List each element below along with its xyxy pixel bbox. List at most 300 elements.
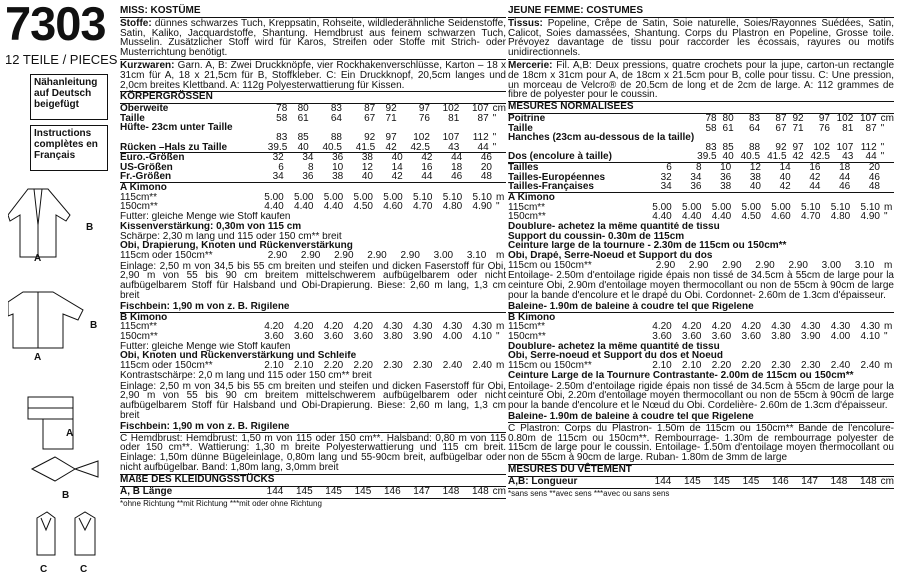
cell-value: 3.60	[652, 331, 672, 343]
cell-unit: cm	[492, 103, 506, 115]
cell-value: 4.40	[264, 201, 284, 213]
cell-value: 5.00	[264, 191, 284, 203]
french-b-contrast-sash: Ceinture Large de la Tournure Contrastante- 2.00m de 115cm ou 150cm**	[508, 370, 854, 381]
cell-value: 87	[364, 103, 376, 115]
cell-value: 2.90	[334, 250, 354, 262]
cell-value: 2.90	[755, 259, 775, 271]
cell-value: 2.10	[652, 360, 672, 372]
cell-value: 46	[451, 171, 463, 183]
cell-value: 6	[278, 161, 284, 173]
cell-value: 4.90	[860, 211, 880, 223]
cell-value: 5.00	[682, 201, 702, 213]
cell-value: 4.20	[682, 321, 702, 333]
cell-value: 64	[330, 112, 342, 124]
french-footnote: *sans sens **avec sens ***avec ou sans sens	[508, 488, 894, 499]
cell-value: 5.00	[294, 191, 314, 203]
cell-unit: m	[496, 250, 505, 262]
table-row	[508, 361, 894, 371]
cell-value: 8	[307, 161, 314, 173]
german-b-contrast-sash: Kontrastschärpe: 2,0 m lang und 115 oder 150 cm** breit	[120, 370, 372, 381]
cell-unit	[496, 172, 506, 182]
cell-value: 36	[720, 171, 732, 183]
cell-value: 36	[690, 181, 702, 193]
german-b-yardage	[120, 322, 506, 341]
french-a-yardage	[508, 203, 894, 222]
cell-value: 2.30	[801, 360, 821, 372]
cell-value: 3.60	[323, 331, 344, 343]
cell-unit: "	[492, 141, 497, 153]
cell-unit: "	[880, 151, 885, 163]
cell-value: 61	[722, 122, 734, 134]
cell-value: 5.00	[741, 201, 761, 213]
french-a-sash: Ceinture large de la tournure - 2.30m de 115cm ou 150cm**	[508, 241, 787, 252]
cell-value: 83	[330, 103, 342, 115]
cell-value: 112	[860, 141, 877, 153]
cell-value: 42.5	[810, 151, 830, 163]
cell-value: 78	[705, 112, 717, 124]
cell-value: 145	[325, 485, 342, 497]
row-label: Hanches (23cm au-dessous de la taille)	[508, 132, 695, 144]
cell-value: 4.40	[294, 201, 314, 213]
cell-value: 146	[383, 485, 401, 497]
cell-value: 2.40	[442, 360, 463, 372]
cell-value: 44	[865, 151, 877, 163]
cell-value: 44	[477, 141, 489, 153]
cell-value: 80	[722, 112, 734, 124]
cell-unit: m	[496, 321, 505, 333]
table-row	[120, 361, 506, 371]
german-a-obi-row	[120, 251, 506, 261]
cell-unit	[884, 163, 894, 173]
row-label: 115cm**	[508, 201, 546, 213]
cell-value: 97	[792, 141, 804, 153]
cell-value: 2.90	[300, 250, 321, 262]
cell-value: 92	[364, 131, 376, 143]
cell-value: 32	[660, 171, 672, 183]
cell-value: 14	[779, 161, 791, 173]
cell-value: 41.5	[355, 141, 376, 153]
cell-value: 147	[801, 475, 818, 487]
french-body-measurements	[508, 114, 894, 162]
french-b-yardage	[508, 322, 894, 341]
cell-value: 144	[654, 475, 672, 487]
cell-value: 38	[720, 181, 732, 193]
cell-value: 18	[451, 161, 463, 173]
cell-value: 10	[720, 161, 732, 173]
cell-value: 34	[272, 171, 284, 183]
cell-value: 5.00	[652, 201, 672, 213]
cell-value: 88	[330, 131, 342, 143]
cell-value: 4.30	[383, 321, 403, 333]
cell-value: 16	[809, 161, 821, 173]
cell-value: 148	[442, 485, 460, 497]
table-row	[508, 477, 894, 487]
cell-value: 4.70	[413, 201, 433, 213]
cell-value: 148	[830, 475, 848, 487]
kimono-b-front-illustration	[8, 185, 78, 260]
cell-value: 4.40	[323, 201, 344, 213]
figure-label: C	[40, 564, 48, 575]
cell-value: 4.30	[830, 321, 851, 333]
german-a-sash: Schärpe: 2,30 m lang und 115 oder 150 cm** breit	[120, 231, 342, 242]
cell-value: 107	[836, 141, 854, 153]
cell-value: 4.00	[442, 331, 463, 343]
cell-value: 46	[868, 171, 880, 183]
cell-value: 34	[690, 171, 702, 183]
cell-unit: m	[884, 259, 893, 271]
row-label: A,B: Longueur	[508, 475, 578, 487]
cell-value: 81	[842, 122, 854, 134]
cell-value: 2.90	[722, 259, 742, 271]
french-column	[508, 6, 894, 572]
figure-label: B	[90, 320, 98, 331]
cell-value: 40	[297, 141, 309, 153]
table-row	[508, 114, 894, 124]
table-row	[120, 251, 506, 261]
cell-value: 20	[868, 161, 880, 173]
cell-value: 144	[266, 485, 284, 497]
cell-value: 4.80	[830, 211, 851, 223]
cell-value: 102	[836, 112, 854, 124]
cell-value: 107	[471, 103, 489, 115]
cell-value: 44	[809, 181, 821, 193]
cell-unit: "	[884, 331, 888, 343]
cell-value: 5.00	[383, 191, 403, 203]
cell-unit: m	[496, 191, 505, 203]
row-label: Tailles	[508, 161, 539, 173]
cell-value: 2.40	[830, 360, 851, 372]
french-a-obi-row	[508, 261, 894, 271]
cell-value: 102	[413, 131, 430, 143]
cell-unit: "	[492, 131, 497, 143]
row-label: Oberweite	[120, 103, 169, 115]
shirt-front-illustration	[35, 510, 105, 560]
cell-value: 4.30	[771, 321, 791, 333]
cell-value: 42.5	[410, 141, 430, 153]
cell-value: 38	[332, 171, 344, 183]
row-label: Taille	[508, 122, 533, 134]
cell-value: 148	[859, 475, 877, 487]
french-a-interfacing: Entoilage- 2.50m d'entoilage rigide épais non tissé de 34.5cm à 55cm de large pour la ceinture Obi, 2.90m d'entoilage moyen thermocollant ou non de 55cm à 90cm de large pour la bande d'encolure et le drapé du Obi. Cordonnet- 2.60m de 1.3cm d'épaisseur.	[508, 270, 894, 302]
french-b-lining: Doublure- achetez la même quantité de tissu	[508, 341, 720, 352]
row-label: Taille	[120, 112, 145, 124]
cell-value: 4.50	[353, 201, 373, 213]
cell-value: 112	[472, 131, 489, 143]
cell-value: 42	[792, 151, 804, 163]
cell-value: 40	[779, 171, 791, 183]
cell-value: 147	[413, 485, 430, 497]
french-title: JEUNE FEMME: COSTUMES	[508, 6, 894, 18]
table-row	[120, 202, 506, 212]
cell-value: 67	[364, 112, 376, 124]
cell-value: 2.90	[267, 250, 288, 262]
cell-value: 3.60	[353, 331, 373, 343]
cell-value: 4.30	[801, 321, 821, 333]
cell-value: 6	[666, 161, 672, 173]
french-a-obi-title: Obi, Drapé, Serre-Noeud et Support du dos	[508, 251, 713, 261]
cell-value: 81	[448, 112, 460, 124]
row-label: Fr.-Größen	[120, 171, 172, 183]
cell-value: 40.5	[322, 141, 342, 153]
cell-value: 3.60	[741, 331, 761, 343]
cell-value: 2.30	[413, 360, 433, 372]
cell-value: 4.60	[383, 201, 403, 213]
row-label: 115cm oder 150cm**	[120, 360, 213, 372]
row-label: 115cm ou 150cm**	[508, 259, 592, 271]
cell-value: 32	[272, 152, 284, 164]
cell-value: 3.80	[383, 331, 403, 343]
cell-value: 43	[842, 151, 854, 163]
cell-value: 39.5	[697, 151, 717, 163]
cell-value: 3.00	[433, 250, 454, 262]
cell-value: 107	[859, 112, 877, 124]
cell-value: 12	[361, 161, 373, 173]
german-a-obi-title: Obi, Drapierung, Knoten und Rückenverstärkung	[120, 241, 353, 252]
row-label: Tailles-Européennes	[508, 171, 606, 183]
cell-value: 5.10	[860, 201, 880, 213]
cell-value: 42	[421, 152, 433, 164]
cell-value: 145	[742, 475, 760, 487]
cell-value: 42	[779, 181, 791, 193]
french-notions: Mercerie: Fil. A,B: Deux pressions, quatre crochets pour la jupe, carton-un rectangle de 18cm x 31cm pour A, de 18cm x 21.5cm pour B, colle pour tissu. C: Une pression, un morceau de Velcro® de 20.5cm de long et de 2cm de large. A: 112 grammes de fibre de polyester pour le coussin.	[508, 59, 894, 101]
cell-value: 71	[385, 112, 397, 124]
cell-value: 43	[448, 141, 460, 153]
cell-value: 20	[480, 161, 492, 173]
french-a-boning: Baleine- 1.90m de baleine à coudre tel que Rigelene	[508, 301, 754, 312]
cell-value: 2.30	[771, 360, 791, 372]
row-label: 115cm**	[120, 321, 158, 333]
cell-value: 92	[385, 103, 397, 115]
row-label: A, B Länge	[120, 485, 173, 497]
french-finished-title: MESURES DU VÊTEMENT	[508, 464, 894, 477]
cell-value: 5.00	[711, 201, 732, 213]
cell-value: 40	[749, 181, 761, 193]
cell-value: 12	[749, 161, 761, 173]
cell-value: 67	[775, 122, 787, 134]
cell-value: 97	[385, 131, 397, 143]
german-title: MISS: KOSTÜME	[120, 6, 506, 18]
row-label: Rücken –Hals zu Taille	[120, 141, 228, 153]
cell-value: 107	[442, 131, 460, 143]
cell-value: 85	[297, 131, 309, 143]
cell-unit: "	[880, 141, 885, 153]
cell-value: 4.30	[472, 321, 492, 333]
cell-value: 46	[839, 181, 851, 193]
cell-value: 41.5	[767, 151, 787, 163]
german-b-title: B Kimono	[120, 312, 506, 323]
cell-value: 5.10	[442, 191, 463, 203]
cell-unit	[884, 173, 894, 183]
cell-value: 87	[477, 112, 489, 124]
cell-value: 40	[391, 152, 403, 164]
kimono-back-illustration	[8, 290, 88, 350]
row-label: 115cm oder 150cm**	[120, 250, 213, 262]
cell-value: 4.50	[741, 211, 761, 223]
german-instructions-box: Nähanleitung auf Deutsch beigefügt	[30, 74, 108, 120]
cell-value: 4.20	[264, 321, 284, 333]
german-finished-title: MAßE DES KLEIDUNGSSTÜCKS	[120, 474, 506, 487]
cell-value: 85	[722, 141, 734, 153]
cell-value: 102	[813, 141, 830, 153]
cell-value: 2.90	[367, 250, 387, 262]
cell-value: 83	[748, 112, 761, 124]
cell-value: 4.20	[353, 321, 373, 333]
french-b-obi-title: Obi, Serre-noeud et Support du dos et Noeud	[508, 351, 724, 362]
cell-value: 92	[775, 141, 787, 153]
cell-value: 5.10	[830, 201, 851, 213]
german-a-lining: Futter: gleiche Menge wie Stoff kaufen	[120, 211, 291, 222]
cell-value: 3.80	[771, 331, 791, 343]
french-c-text: C Plastron: Corps du Plastron- 1.50m de 115cm ou 150cm** Bande de l'encolure- 0.80m de 115cm ou 150cm**. Rembourrage- 1.30m de rembourrage polyester de 115cm de large pour le coussin. Entoilage- 1.50m d'entoilage moyen thermocollant ou non de 55cm à 90cm de large. Ruban- 1.80m de 3mm de large	[508, 422, 894, 464]
cell-value: 2.30	[383, 360, 403, 372]
table-row	[508, 212, 894, 222]
cell-value: 38	[749, 171, 761, 183]
figure-label: C	[80, 564, 88, 575]
cell-value: 2.20	[741, 360, 761, 372]
cell-value: 2.40	[860, 360, 880, 372]
cell-value: 87	[775, 112, 787, 124]
cell-unit: cm	[492, 485, 506, 497]
cell-value: 2.20	[711, 360, 732, 372]
cell-value: 10	[332, 161, 344, 173]
cell-unit: "	[492, 112, 497, 124]
cell-value: 39.5	[267, 141, 288, 153]
cell-value: 3.60	[264, 331, 284, 343]
cell-value: 42	[385, 141, 397, 153]
cell-value: 3.10	[466, 250, 487, 262]
cell-unit: "	[884, 211, 888, 223]
cell-value: 48	[868, 181, 880, 193]
french-b-boning: Baleine- 1.90m de baleine à coudre tel que Rigelene	[508, 412, 754, 422]
french-b-interfacing: Entoilage- 2.50m d'entoilage rigide épais non tissé de 34.5cm à 55cm de large pour la ceinture Obi, 2.20m d'entoilage moyen thermocollant ou non de 55cm à 90cm de large pour la bande d'encolure et le Nœud du Obi. Cordelière- 2.60m de 1.3cm d'épaisseur.	[508, 380, 894, 412]
figure-label: A	[34, 253, 42, 264]
cell-value: 4.30	[860, 321, 880, 333]
french-instructions-box: Instructions complètes en Français	[30, 125, 108, 171]
german-finished-row	[120, 487, 506, 497]
cell-value: 5.10	[413, 191, 433, 203]
cell-value: 42	[809, 171, 821, 183]
cell-value: 14	[391, 161, 403, 173]
german-a-title: A Kimono	[120, 182, 506, 193]
cell-value: 48	[480, 171, 492, 183]
cell-value: 4.20	[323, 321, 344, 333]
cell-value: 2.90	[688, 259, 709, 271]
table-row	[120, 332, 506, 342]
cell-value: 4.40	[652, 211, 672, 223]
cell-value: 2.90	[788, 259, 808, 271]
cell-value: 40	[722, 151, 734, 163]
table-row	[508, 332, 894, 342]
german-b-obi-title: Obi, Knoten und Rückenverstärkung und Schleife	[120, 351, 357, 362]
cell-value: 4.80	[442, 201, 463, 213]
cell-value: 4.90	[472, 201, 492, 213]
german-a-interfacing: Einlage: 2,50 m von 34,5 bis 55 cm breiten und steifen und dicken Faserstoff für Obi, 2,90 m von 55 bis 90 cm breitem mittelschwerem aufbügelbarem oder nicht aufbügelbarem Stoff für Halsband und Obi-Drapierung. Biese: 2,60 m lang, 1,3 cm breit	[120, 260, 506, 302]
cell-unit: "	[496, 331, 500, 343]
table-row	[508, 261, 894, 271]
cell-unit: m	[496, 360, 505, 372]
obi-illustration	[18, 395, 98, 455]
row-label: US-Größen	[120, 161, 173, 173]
table-row	[508, 152, 894, 162]
german-footnote: *ohne Richtung **mit Richtung ***mit oder ohne Richtung	[120, 498, 506, 509]
cell-value: 145	[354, 485, 372, 497]
german-c-text: C Hemdbrust: Hemdbrust: 1,50 m von 115 oder 150 cm**. Halsband: 0,80 m von 115 oder 150 cm**. Wattierung: 1,30 m breite Polyesterwattierung und 115 cm breit. Einlage: 1,50m dünne Bügeleinlage, 0,80m lang und 55-90cm breit, aufbügelbar oder nicht aufbügelbar. Band: 1,80m lang, 3,0mm breit	[120, 432, 506, 474]
table-row	[508, 182, 894, 192]
cell-value: 3.90	[801, 331, 821, 343]
german-b-lining: Futter: gleiche Menge wie Stoff kaufen	[120, 341, 291, 352]
cell-value: 2.10	[294, 360, 314, 372]
cell-value: 3.00	[821, 259, 842, 271]
cell-value: 5.10	[801, 201, 821, 213]
cell-value: 2.90	[655, 259, 676, 271]
cell-value: 40.5	[740, 151, 761, 163]
cell-value: 2.20	[323, 360, 344, 372]
cell-unit: cm	[880, 112, 894, 124]
cell-value: 4.20	[711, 321, 732, 333]
row-label: Tailles-Françaises	[508, 181, 594, 193]
cell-value: 5.10	[472, 191, 492, 203]
cell-value: 38	[361, 152, 373, 164]
cell-value: 97	[418, 103, 430, 115]
cell-value: 5.00	[353, 191, 373, 203]
cell-value: 4.40	[711, 211, 732, 223]
cell-value: 80	[297, 103, 309, 115]
german-body-title: KÖRPERGRÖSSEN	[120, 91, 506, 104]
cell-value: 44	[839, 171, 851, 183]
cell-value: 3.60	[711, 331, 732, 343]
row-label: Hüfte- 23cm unter Taille	[120, 122, 233, 134]
figure-label: B	[62, 490, 70, 501]
cell-unit: "	[496, 201, 500, 213]
cell-value: 4.20	[741, 321, 761, 333]
figure-label: A	[66, 428, 74, 439]
cell-value: 2.10	[682, 360, 702, 372]
cell-value: 64	[748, 122, 761, 134]
bow-illustration	[30, 455, 100, 483]
cell-value: 61	[297, 112, 309, 124]
cell-value: 71	[792, 122, 804, 134]
german-a-yardage	[120, 193, 506, 212]
cell-value: 2.10	[264, 360, 284, 372]
cell-value: 58	[276, 112, 288, 124]
cell-value: 145	[713, 475, 730, 487]
german-body-measurements	[120, 104, 506, 152]
cell-unit	[496, 153, 506, 163]
german-size-table	[120, 152, 506, 182]
cell-value: 3.60	[294, 331, 314, 343]
german-fabrics: Stoffe: dünnes schwarzes Tuch, Kreppsatin, Rohseite, wildlederähnliche Seidenstoffe, Satin, Kaliko, Jacquardstoffe, Shantung. Hemdbrust aus feinem schwarzen Tuch, Musselin. Zusätzlicher Stoff wird für Karos, Streifen oder Stoffe mit Strich- oder Musterrichtung benötigt.	[120, 17, 506, 59]
cell-value: 76	[818, 122, 830, 134]
cell-value: 4.60	[771, 211, 791, 223]
cell-value: 44	[451, 152, 463, 164]
cell-value: 3.60	[682, 331, 702, 343]
german-b-obi-row	[120, 361, 506, 371]
cell-value: 87	[865, 122, 877, 134]
cell-value: 4.30	[442, 321, 463, 333]
cell-value: 4.40	[682, 211, 702, 223]
cell-value: 5.00	[323, 191, 344, 203]
row-label: 115cm**	[508, 321, 546, 333]
german-b-boning: Fischbein: 1,90 m von z. B. Rigilene	[120, 421, 290, 432]
cell-value: 5.00	[771, 201, 791, 213]
cell-value: 40	[361, 171, 373, 183]
german-a-cushion: Kissenverstärkung: 0,30m von 115 cm	[120, 221, 302, 232]
cell-value: 76	[418, 112, 430, 124]
table-row	[120, 172, 506, 182]
cell-value: 92	[792, 112, 804, 124]
table-row	[120, 487, 506, 497]
french-a-cushion: Support du coussin- 0.30m de 115cm	[508, 231, 685, 242]
